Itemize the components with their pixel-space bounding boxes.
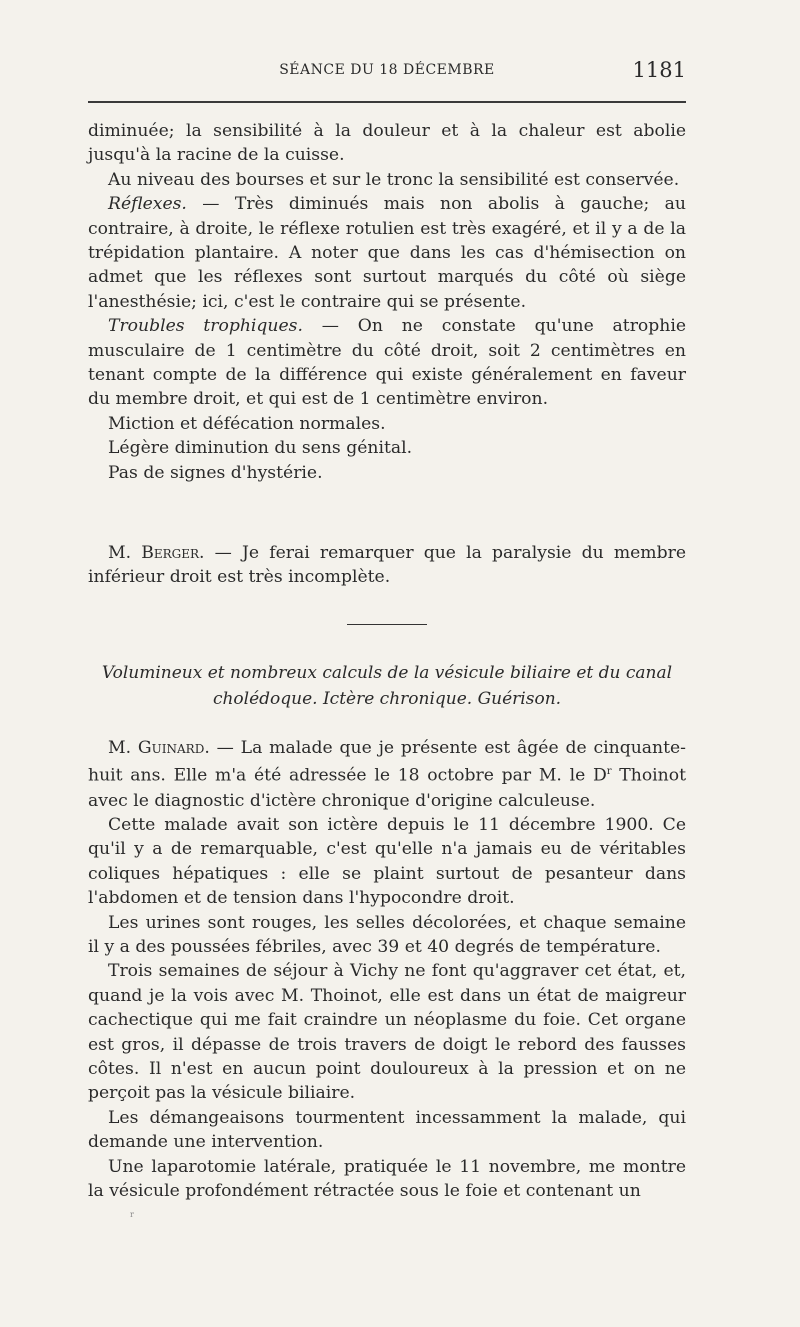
paragraph: Miction et défécation normales. [108,413,386,434]
section-lead: Troubles trophiques. [108,316,303,337]
paragraph: Les urines sont rouges, les selles décolorées, et chaque semaine il y a des poussées fébriles, avec 39 et 40 degrés de température. [88,912,686,957]
guinard-report [88,736,686,1203]
section-separator [347,624,427,625]
paragraph: M. Berger. — Je ferai remarquer que la paralysie du membre inférieur droit est très incomplète. [88,543,686,588]
heading-line-2: cholédoque. Ictère chronique. Guérison. [212,689,562,709]
paragraph: Au niveau des bourses et sur le tronc la sensibilité est conservée. [108,169,680,190]
paragraph: Une laparotomie latérale, pratiquée le 11 novembre, me montre la vésicule profondément rétractée sous le foie et contenant un [88,1156,686,1202]
header-rule [88,101,686,103]
section-lead: Réflexes. [108,194,187,215]
speaker-name: Berger [141,543,200,563]
paragraph: Pas de signes d'hystérie. [108,462,323,483]
paragraph-troubles: Troubles trophiques. — On ne constate qu'une atrophie musculaire de 1 centimètre du côté droit, soit 2 centimètres en tenant compte de la différence qui existe généralement en faveur du membre droit, et qui est de 1 centimètre environ. [88,316,687,410]
paragraph: diminuée; la sensibilité à la douleur et à la chaleur est abolie jusqu'à la racine de la cuisse. [88,121,686,166]
running-title: SÉANCE DU 18 DÉCEMBRE [279,62,495,78]
page-number: 1181 [632,58,686,82]
paragraph: Les démangeaisons tourmentent incessamment la malade, qui demande une intervention. [88,1107,686,1153]
speaker-name: Guinard [137,738,205,758]
heading-line-1: Volumineux et nombreux calculs de la vésicule biliaire et du canal [101,663,673,683]
paragraph: Trois semaines de séjour à Vichy ne font qu'aggraver cet état, et, quand je la vois avec M. Thoinot, elle est dans un état de maigreur cachectique qui me fait craindre un néoplasme du foie. Cet organe est gros, il dépasse de trois travers de doigt le rebord des fausses côtes. Il n'est en aucun point douloureux à la pression et on ne perçoit pas la vésicule biliaire. [88,961,686,1104]
paragraph-reflexes: Réflexes. — Très diminués mais non abolis à gauche; au contraire, à droite, le réflexe rotulien est très exagéré, et il y a de la trépidation plantaire. A noter que dans les cas d'hémisection on admet que les réflexes sont surtout marqués du côté où siège l'anesthésie; ici, c'est le contraire qui se présente. [88,194,686,312]
paragraph: M. Guinard. — La malade que je présente est âgée de cinquante-huit ans. Elle m'a été adressée le 18 octobre par M. le $D^r$ Thoinot avec le diagnostic d'ictère chronique d'origine calculeuse. [88,738,686,811]
paragraph: Cette malade avait son ictère depuis le 11 décembre 1900. Ce qu'il y a de remarquable, c'est qu'elle n'a jamais eu de véritables coliques hépatiques : elle se plaint surtout de pesanteur dans l'abdomen et de tension dans l'hypocondre droit. [88,814,686,909]
paragraph: Légère diminution du sens génital. [108,438,413,459]
article-heading [88,660,686,712]
berger-remark [88,541,686,590]
case-description-block [88,119,686,485]
running-header [88,58,686,88]
stray-mark: r [130,1210,134,1219]
